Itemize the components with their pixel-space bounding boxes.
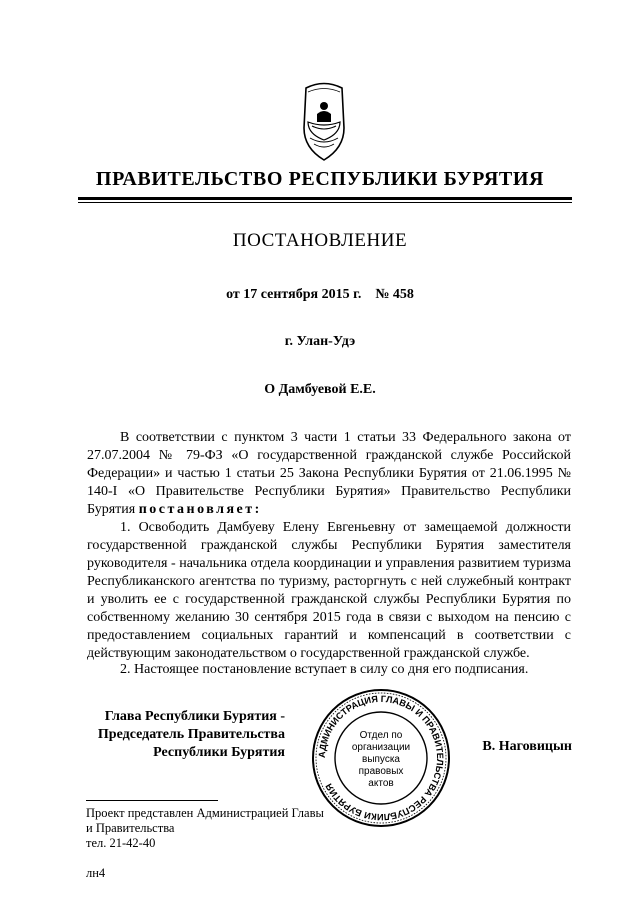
stamp-inner-line-2: организации (351, 742, 411, 753)
signer-title-line-3: Республики Бурятия (153, 745, 285, 760)
signer-title (85, 708, 285, 762)
footer-line-3: тел. 21-42-40 (86, 836, 156, 850)
stamp-ring-text: АДМИНИСТРАЦИЯ ГЛАВЫ И ПРАВИТЕЛЬСТВА РЕСПУБЛИКИ БУРЯТИЯ (316, 693, 446, 823)
preamble-text: В соответствии с пунктом 3 части 1 статьи 33 Федерального закона от 27.07.2004 № 79-ФЗ «О государственной гражданской службе Российской Федерации» и частью 1 статьи 25 Закона Республики Бурятия от 21.06.1995 № 140-I «О Правительстве Республики Бурятия» Правительство Республики Бурятия (87, 430, 571, 517)
document-number: № 458 (375, 287, 414, 302)
item-2: 2. Настоящее постановление вступает в силу со дня его подписания. (120, 662, 529, 677)
preamble-paragraph (87, 429, 571, 519)
footer-note (86, 806, 324, 851)
city: г. Улан-Удэ (284, 334, 356, 349)
government-title: ПРАВИТЕЛЬСТВО РЕСПУБЛИКИ БУРЯТИЯ (95, 168, 545, 190)
stamp-inner-line-5: актов (368, 778, 394, 789)
date-number-line (0, 287, 640, 303)
document-code: лн4 (86, 866, 106, 880)
official-stamp (311, 688, 451, 828)
stamp-inner-line-1: Отдел по (359, 730, 403, 741)
footer-rule (86, 800, 218, 801)
signer-title-line-1: Глава Республики Бурятия - (104, 709, 285, 724)
coat-of-arms-icon (298, 78, 350, 162)
document-date: от 17 сентября 2015 г. (226, 287, 362, 302)
header-rule-thin (78, 202, 572, 203)
header-rule-thick (78, 197, 572, 200)
footer-line-1: Проект представлен Администрацией Главы (86, 806, 324, 820)
signer-title-line-2: Председатель Правительства (97, 727, 285, 742)
document-type: ПОСТАНОВЛЕНИЕ (232, 230, 408, 251)
footer-line-2: и Правительства (86, 821, 175, 835)
item-1: 1. Освободить Дамбуеву Елену Евгеньевну от замещаемой должности государственной гражданской службы Республики Бурятия заместителя руководителя - начальника отдела координации и управления развитием туризма Республиканского агентства по туризму, расторгнуть с ней служебный контракт и уволить ее с государственной гражданской службы Республики Бурятия по собственному желанию 30 сентября 2015 года в связи с выходом на пенсию с предоставлением социальных гарантий и компенсаций в соответствии с действующим законодательством о государственной гражданской службе. (87, 520, 571, 661)
signer-name: В. Наговицын (482, 739, 572, 754)
stamp-inner-line-3: выпуска (362, 754, 400, 765)
stamp-inner-line-4: правовых (358, 766, 404, 777)
resolves-word: постановляет: (138, 502, 262, 517)
document-subject: О Дамбуевой Е.Е. (264, 382, 376, 397)
